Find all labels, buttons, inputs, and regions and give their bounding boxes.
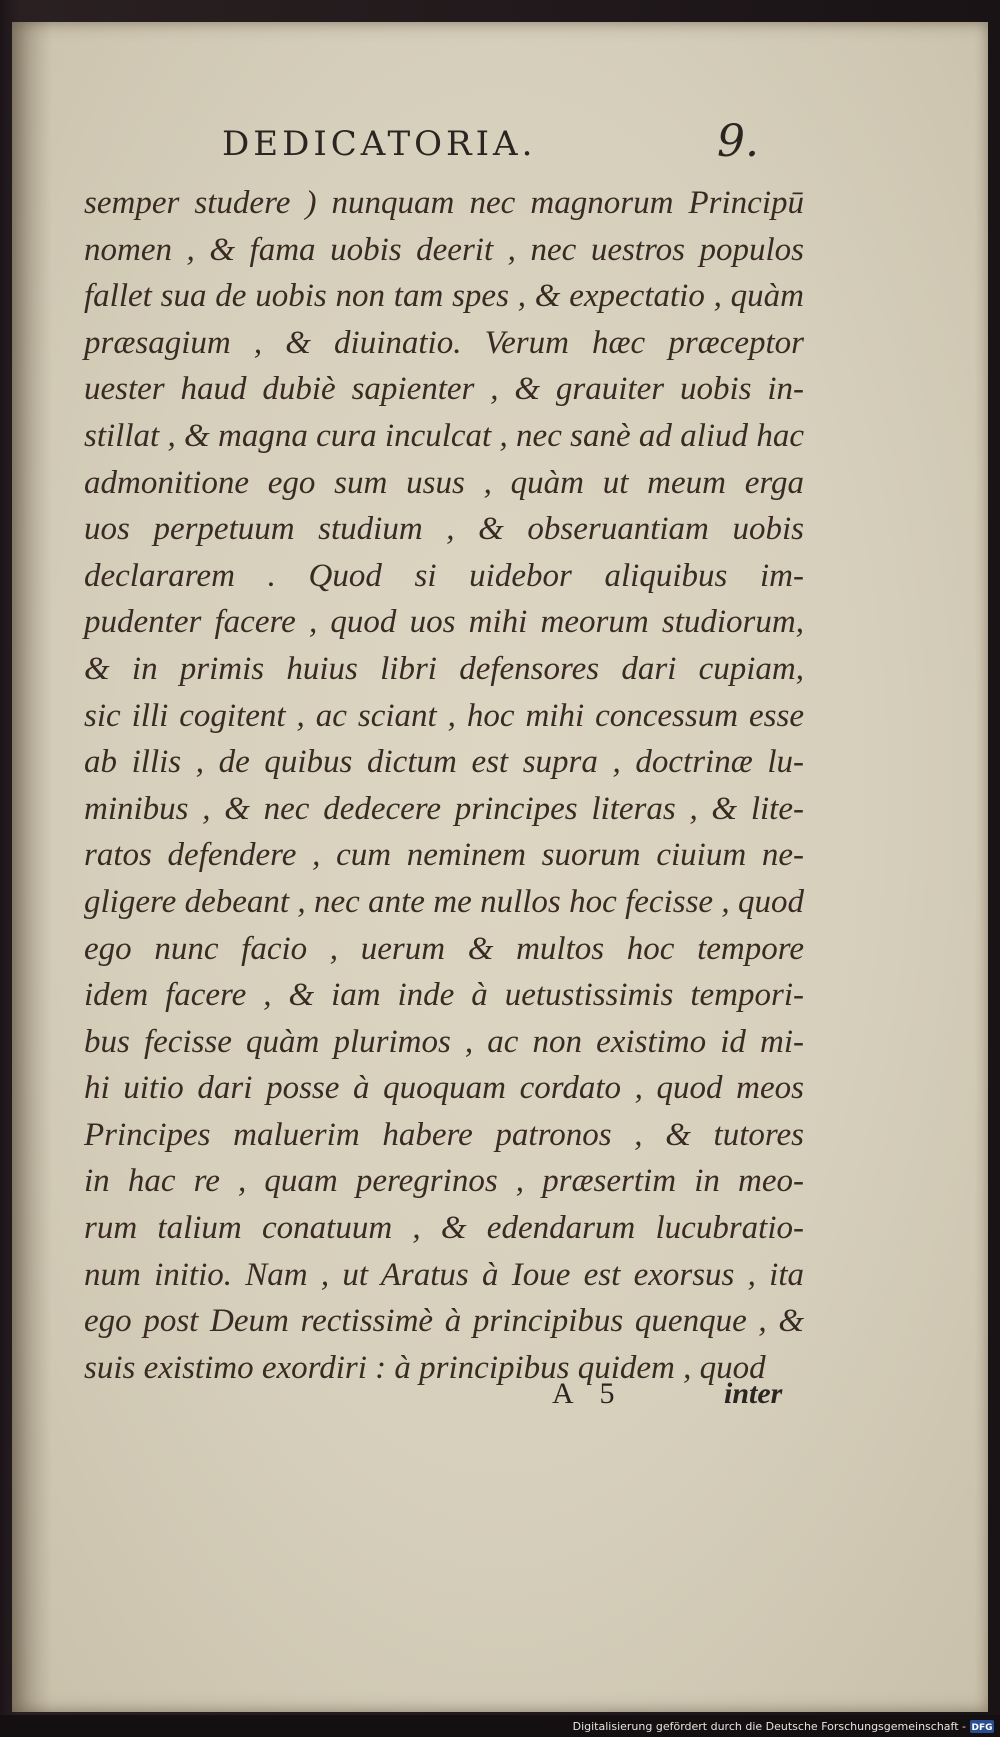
text-line: ego nunc facio , uerum & multos hoc tempore <box>84 930 804 967</box>
text-line: hi uitio dari posse à quoquam cordato , quod meos <box>84 1070 804 1107</box>
text-line: declararem . Quod si uidebor aliquibus im- <box>84 557 804 594</box>
text-line: sic illi cogitent , ac sciant , hoc mihi concessum esse <box>84 697 804 734</box>
page-number: 9. <box>717 116 759 167</box>
running-head: DEDICATORIA. <box>222 124 537 164</box>
text-line: idem facere , & iam inde à uetustissimis tempori- <box>84 977 804 1014</box>
text-line: in hac re , quam peregrinos , præsertim in meo- <box>84 1163 804 1200</box>
text-line: rum talium conatuum , & edendarum lucubratio- <box>84 1210 804 1247</box>
text-line: suis existimo exordiri : à principibus quidem , quod <box>84 1349 766 1386</box>
digitization-footer <box>0 1715 1000 1737</box>
text-line: Principes maluerim habere patronos , & tutores <box>84 1116 804 1153</box>
catchword: inter <box>724 1377 783 1410</box>
text-line: gligere debeant , nec ante me nullos hoc fecisse , quod <box>84 883 804 920</box>
text-line: uos perpetuum studium , & obseruantiam uobis <box>84 511 804 548</box>
text-line: & in primis huius libri defensores dari cupiam, <box>84 650 804 687</box>
text-line: nomen , & fama uobis deerit , nec uestros populos <box>84 231 804 268</box>
svg-text:DFG: DFG <box>971 1723 993 1733</box>
text-line: pudenter facere , quod uos mihi meorum studiorum, <box>84 604 804 641</box>
text-block <box>84 180 804 1391</box>
text-line: minibus , & nec dedecere principes literas , & lite- <box>84 790 804 827</box>
text-line: ego post Deum rectissimè à principibus quenque , & <box>84 1303 804 1340</box>
text-line: ratos defendere , cum neminem suorum ciuium ne- <box>84 837 804 874</box>
gutter-shadow <box>12 22 52 1712</box>
footer-credit: Digitalisierung gefördert durch die Deutsche Forschungsgemeinschaft - <box>572 1720 966 1733</box>
text-line: admonitione ego sum usus , quàm ut meum erga <box>84 464 804 501</box>
text-line: bus fecisse quàm plurimos , ac non existimo id mi- <box>84 1023 804 1060</box>
text-line: fallet sua de uobis non tam spes , & expectatio , quàm <box>84 278 804 315</box>
signature-mark: A 5 <box>552 1377 625 1410</box>
text-line: stillat , & magna cura inculcat , nec sanè ad aliud hac <box>84 417 804 454</box>
book-page <box>12 22 988 1712</box>
text-line: uester haud dubiè sapienter , & grauiter uobis in- <box>84 371 804 408</box>
signature-line <box>12 1377 988 1417</box>
text-line: præsagium , & diuinatio. Verum hæc præceptor <box>84 324 804 361</box>
text-line: ab illis , de quibus dictum est supra , doctrinæ lu- <box>84 744 804 781</box>
page-header <box>12 116 988 174</box>
text-line: semper studere ) nunquam nec magnorum Principū <box>84 185 804 221</box>
text-line: num initio. Nam , ut Aratus à Ioue est exorsus , ita <box>84 1256 804 1293</box>
dfg-logo-icon <box>970 1720 994 1733</box>
